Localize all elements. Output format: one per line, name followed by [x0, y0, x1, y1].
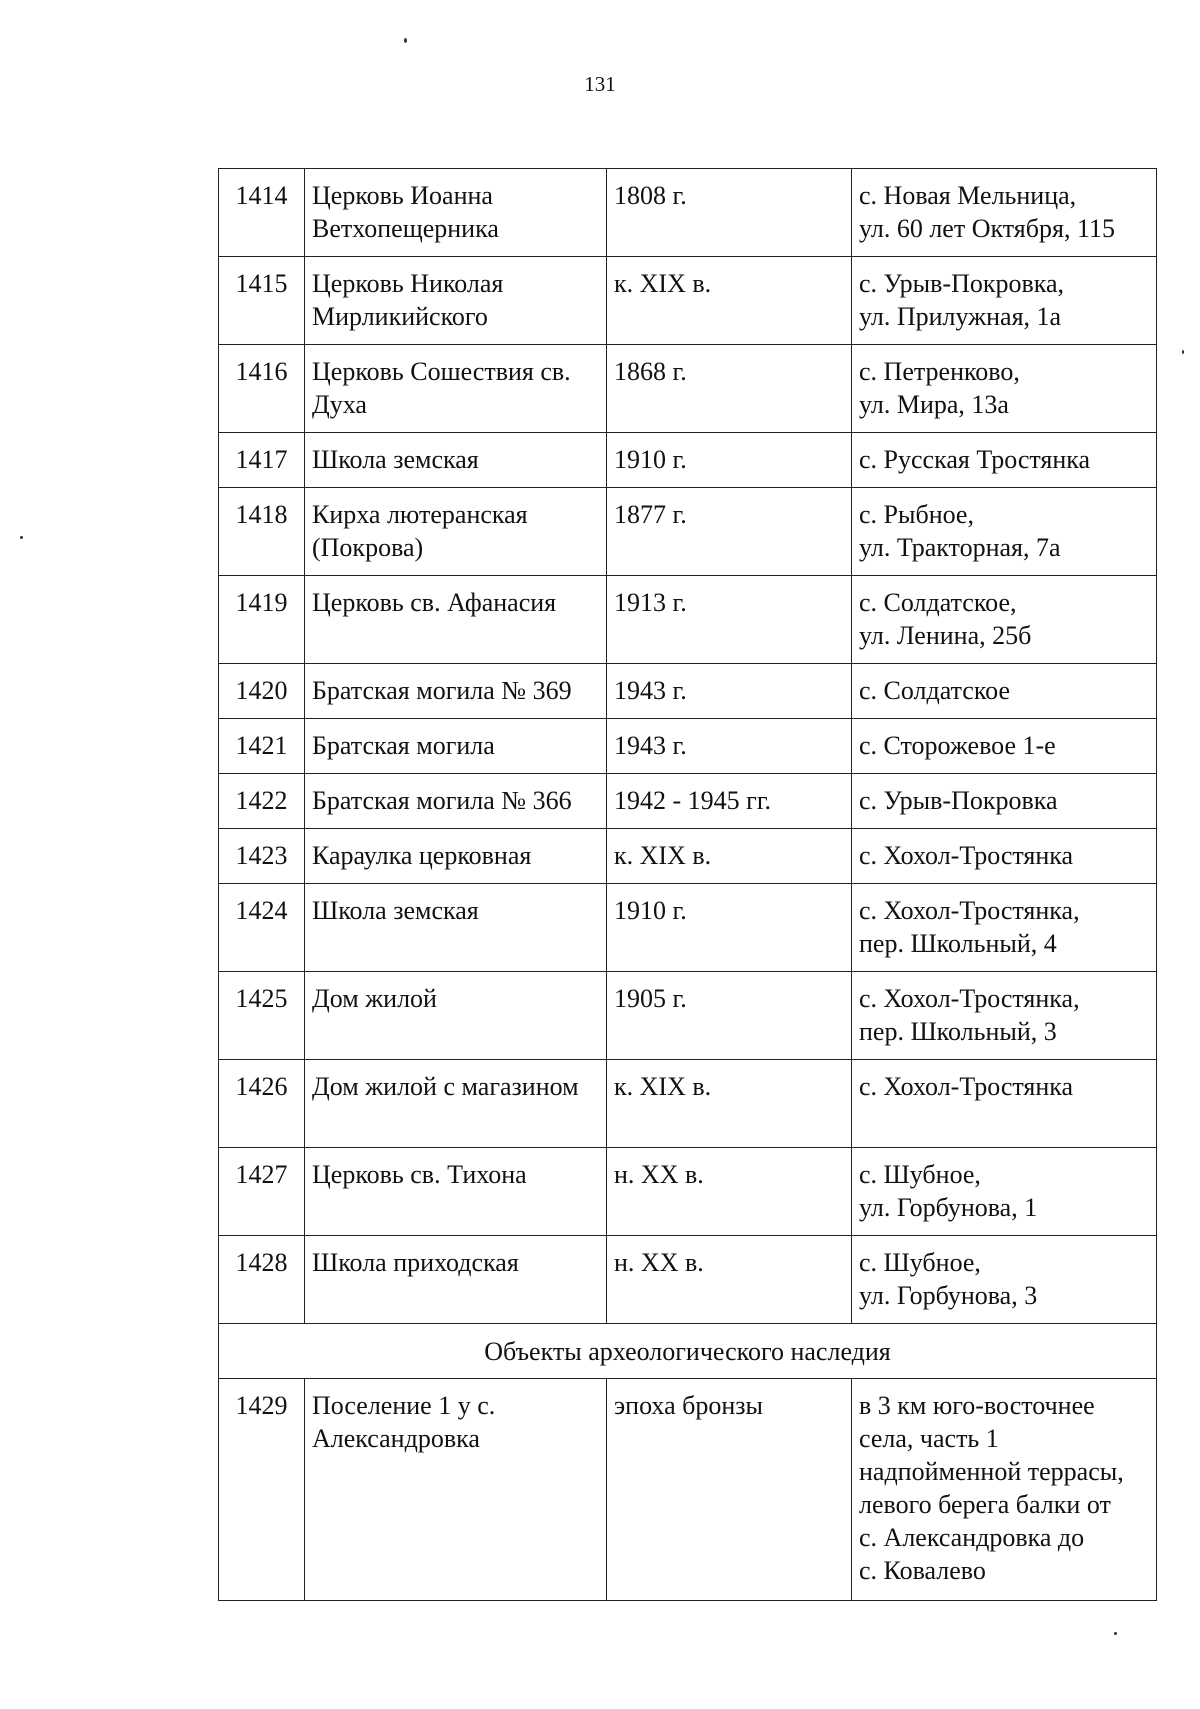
- object-address-cell: [852, 169, 1157, 257]
- object-number-cell: 1424: [219, 884, 305, 972]
- table-row: [219, 1236, 1157, 1324]
- object-number-cell: 1420: [219, 664, 305, 719]
- object-number-cell: 1421: [219, 719, 305, 774]
- address-line: села, часть 1: [859, 1424, 999, 1453]
- object-address-cell: [852, 1148, 1157, 1236]
- address-line: ул. 60 лет Октября, 115: [859, 214, 1115, 243]
- address-line: ул. Прилужная, 1а: [859, 302, 1062, 331]
- address-line: с. Рыбное,: [859, 500, 974, 529]
- object-name-cell: Дом жилой с магазином: [305, 1060, 607, 1148]
- object-date-cell: 1910 г.: [607, 884, 852, 972]
- object-address-cell: [852, 972, 1157, 1060]
- object-date-cell: 1942 - 1945 гг.: [607, 774, 852, 829]
- address-line: с. Александровка до: [859, 1523, 1085, 1552]
- address-line: с. Урыв-Покровка,: [859, 269, 1065, 298]
- address-line: левого берега балки от: [859, 1490, 1111, 1519]
- object-number-cell: 1425: [219, 972, 305, 1060]
- object-number-cell: 1429: [219, 1379, 305, 1601]
- object-name-cell: Церковь Николая Мирликийского: [305, 257, 607, 345]
- object-name-cell: Кирха лютеранская (Покрова): [305, 488, 607, 576]
- table-row: [219, 576, 1157, 664]
- object-number-cell: 1427: [219, 1148, 305, 1236]
- section-heading-row: [219, 1324, 1157, 1379]
- section-heading: Объекты археологического наследия: [219, 1324, 1157, 1379]
- object-date-cell: 1943 г.: [607, 719, 852, 774]
- address-line: пер. Школьный, 3: [859, 1017, 1057, 1046]
- heritage-objects-table: [218, 168, 1157, 1601]
- object-address-cell: [852, 884, 1157, 972]
- table-row: [219, 169, 1157, 257]
- address-line: с. Солдатское,: [859, 588, 1017, 617]
- table-row: [219, 345, 1157, 433]
- heritage-table-container: [218, 168, 1156, 1601]
- object-address-cell: [852, 257, 1157, 345]
- object-date-cell: к. XIX в.: [607, 829, 852, 884]
- object-address-cell: [852, 433, 1157, 488]
- table-row: [219, 433, 1157, 488]
- object-name-cell: Церковь Иоанна Ветхопещерника: [305, 169, 607, 257]
- object-date-cell: 1910 г.: [607, 433, 852, 488]
- object-name-cell: Братская могила: [305, 719, 607, 774]
- address-line: ул. Тракторная, 7а: [859, 533, 1061, 562]
- object-number-cell: 1416: [219, 345, 305, 433]
- object-address-cell: [852, 829, 1157, 884]
- table-row: [219, 972, 1157, 1060]
- object-number-cell: 1418: [219, 488, 305, 576]
- address-line: ул. Мира, 13а: [859, 390, 1009, 419]
- object-name-cell: Дом жилой: [305, 972, 607, 1060]
- object-date-cell: 1943 г.: [607, 664, 852, 719]
- address-line: с. Урыв-Покровка: [859, 786, 1058, 815]
- object-date-cell: 1868 г.: [607, 345, 852, 433]
- object-number-cell: 1422: [219, 774, 305, 829]
- address-line: пер. Школьный, 4: [859, 929, 1057, 958]
- table-row: [219, 1060, 1157, 1148]
- object-address-cell: [852, 1379, 1157, 1601]
- object-name-cell: Школа приходская: [305, 1236, 607, 1324]
- address-line: с. Хохол-Тростянка: [859, 841, 1074, 870]
- object-address-cell: [852, 345, 1157, 433]
- address-line: с. Русская Тростянка: [859, 445, 1091, 474]
- object-date-cell: 1905 г.: [607, 972, 852, 1060]
- address-line: с. Новая Мельница,: [859, 181, 1077, 210]
- object-address-cell: [852, 1236, 1157, 1324]
- table-row: [219, 1379, 1157, 1601]
- scan-speck: [1182, 350, 1184, 354]
- object-date-cell: 1808 г.: [607, 169, 852, 257]
- object-name-cell: Церковь св. Тихона: [305, 1148, 607, 1236]
- address-line: с. Солдатское: [859, 676, 1010, 705]
- object-name-cell: Школа земская: [305, 433, 607, 488]
- object-date-cell: 1877 г.: [607, 488, 852, 576]
- address-line: с. Хохол-Тростянка,: [859, 984, 1080, 1013]
- table-row: [219, 774, 1157, 829]
- object-number-cell: 1415: [219, 257, 305, 345]
- object-number-cell: 1428: [219, 1236, 305, 1324]
- object-address-cell: [852, 1060, 1157, 1148]
- address-line: с. Хохол-Тростянка: [859, 1072, 1074, 1101]
- object-name-cell: Караулка церковная: [305, 829, 607, 884]
- object-date-cell: н. XX в.: [607, 1236, 852, 1324]
- heritage-table-body: [219, 169, 1157, 1601]
- object-address-cell: [852, 719, 1157, 774]
- table-row: [219, 1148, 1157, 1236]
- object-name-cell: Церковь Сошествия св. Духа: [305, 345, 607, 433]
- object-number-cell: 1414: [219, 169, 305, 257]
- address-line: с. Шубное,: [859, 1160, 981, 1189]
- scan-speck: [404, 38, 407, 43]
- object-address-cell: [852, 576, 1157, 664]
- address-line: ул. Горбунова, 1: [859, 1193, 1038, 1222]
- table-row: [219, 884, 1157, 972]
- object-name-cell: Церковь св. Афанасия: [305, 576, 607, 664]
- object-number-cell: 1423: [219, 829, 305, 884]
- object-date-cell: к. XIX в.: [607, 257, 852, 345]
- object-number-cell: 1426: [219, 1060, 305, 1148]
- address-line: с. Петренково,: [859, 357, 1020, 386]
- table-row: [219, 829, 1157, 884]
- object-date-cell: эпоха бронзы: [607, 1379, 852, 1601]
- address-line: ул. Ленина, 25б: [859, 621, 1032, 650]
- object-date-cell: н. XX в.: [607, 1148, 852, 1236]
- object-name-cell: Братская могила № 369: [305, 664, 607, 719]
- object-name-cell: Братская могила № 366: [305, 774, 607, 829]
- scan-speck: [20, 536, 23, 539]
- object-date-cell: к. XIX в.: [607, 1060, 852, 1148]
- address-line: в 3 км юго-восточнее: [859, 1391, 1095, 1420]
- address-line: с. Хохол-Тростянка,: [859, 896, 1080, 925]
- address-line: ул. Горбунова, 3: [859, 1281, 1038, 1310]
- object-number-cell: 1417: [219, 433, 305, 488]
- object-date-cell: 1913 г.: [607, 576, 852, 664]
- object-name-cell: Поселение 1 у с. Александровка: [305, 1379, 607, 1601]
- object-name-cell: Школа земская: [305, 884, 607, 972]
- address-line: с. Шубное,: [859, 1248, 981, 1277]
- table-row: [219, 719, 1157, 774]
- table-row: [219, 257, 1157, 345]
- object-number-cell: 1419: [219, 576, 305, 664]
- address-line: надпойменной террасы,: [859, 1457, 1124, 1486]
- object-address-cell: [852, 664, 1157, 719]
- scan-speck: [1114, 1632, 1117, 1635]
- table-row: [219, 664, 1157, 719]
- object-address-cell: [852, 488, 1157, 576]
- object-address-cell: [852, 774, 1157, 829]
- table-row: [219, 488, 1157, 576]
- page-number: 131: [584, 72, 616, 96]
- address-line: с. Сторожевое 1-е: [859, 731, 1056, 760]
- address-line: с. Ковалево: [859, 1556, 986, 1585]
